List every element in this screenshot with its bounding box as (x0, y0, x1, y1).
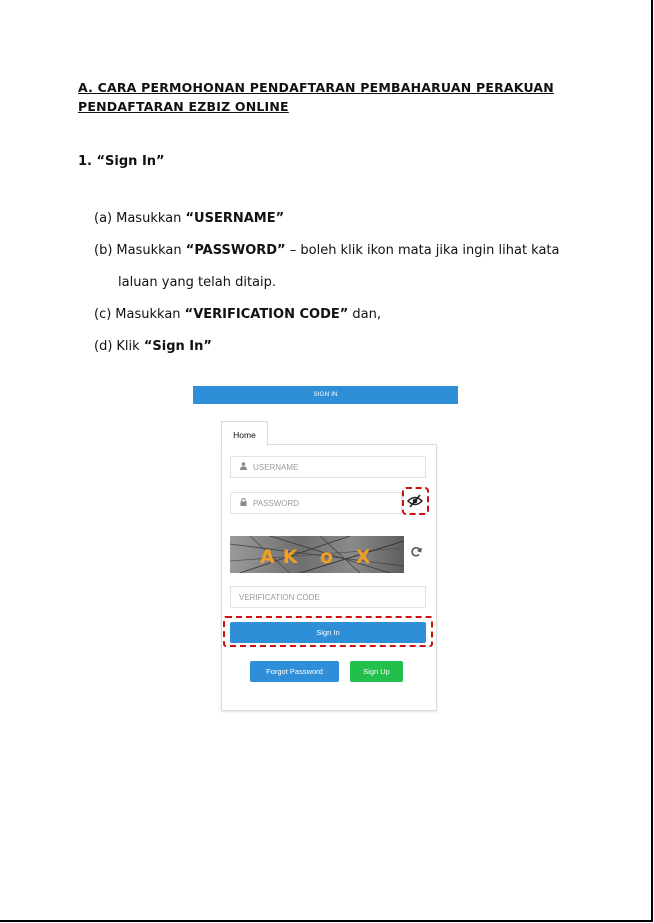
document-title-line-2: PENDAFTARAN EZBIZ ONLINE (78, 99, 289, 114)
step-label: (d) (94, 339, 113, 354)
document-title (78, 78, 598, 116)
step-bold: “PASSWORD” (185, 243, 286, 258)
user-icon (235, 457, 251, 479)
step-bold: “VERIFICATION CODE” (184, 307, 349, 322)
step-c (94, 307, 381, 323)
refresh-icon[interactable] (410, 546, 424, 560)
step-d (94, 339, 212, 355)
forgot-password-button[interactable]: Forgot Password (250, 661, 339, 682)
username-placeholder: USERNAME (253, 463, 299, 472)
step-text: Masukkan (116, 243, 186, 258)
signin-header: SIGN IN (193, 386, 458, 404)
step-after: – boleh klik ikon mata jika ingin lihat kata (285, 243, 560, 258)
step-after: dan, (348, 307, 382, 322)
lock-icon (235, 493, 251, 515)
step-a (94, 211, 284, 227)
step-b (94, 243, 560, 259)
captcha-image (230, 536, 404, 573)
eye-highlight-box (402, 487, 429, 515)
password-input[interactable] (230, 492, 402, 514)
password-placeholder: PASSWORD (253, 499, 300, 508)
step-bold: “Sign In” (143, 339, 212, 354)
step-label: (c) (94, 307, 112, 322)
step-label: (a) (94, 211, 113, 226)
tab-home[interactable]: Home (221, 421, 268, 446)
sign-in-button[interactable]: Sign In (230, 622, 426, 643)
username-input[interactable] (230, 456, 426, 478)
section-heading: 1. “Sign In” (78, 154, 165, 169)
step-text: Masukkan (116, 211, 186, 226)
verification-placeholder: VERIFICATION CODE (239, 593, 320, 602)
document-title-line-1: A. CARA PERMOHONAN PENDAFTARAN PEMBAHARUAN PERAKUAN (78, 80, 554, 95)
captcha-text: AK o X (260, 546, 379, 568)
step-b-continuation: laluan yang telah ditaip. (118, 275, 277, 290)
step-text: Klik (116, 339, 144, 354)
step-label: (b) (94, 243, 113, 258)
verification-code-input[interactable] (230, 586, 426, 608)
sign-up-button[interactable]: Sign Up (350, 661, 403, 682)
step-bold: “USERNAME” (185, 211, 285, 226)
sign-in-highlight-box (223, 616, 433, 647)
step-text: Masukkan (115, 307, 185, 322)
